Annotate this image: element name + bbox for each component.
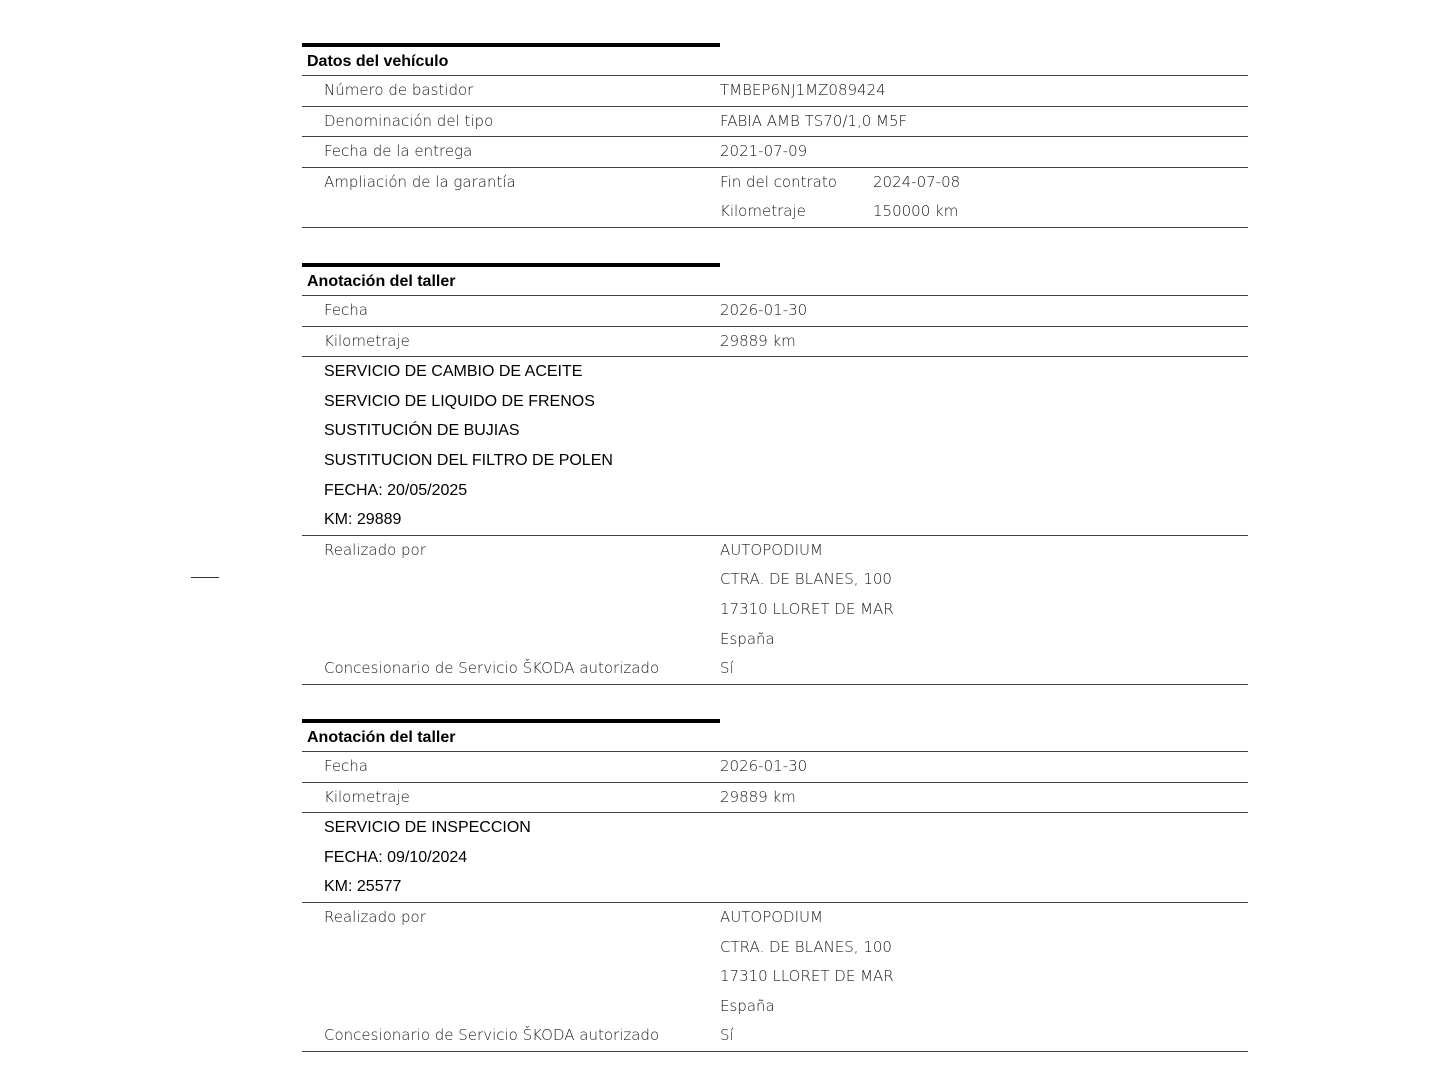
- warranty-km-value: 150000 km: [873, 202, 959, 221]
- mileage-row: [302, 783, 1248, 814]
- performed-by-label: Realizado por: [324, 907, 426, 926]
- mileage-label: Kilometraje: [324, 331, 410, 350]
- contract-end-value: 2024-07-08: [873, 172, 961, 191]
- delivery-date-label: Fecha de la entrega: [324, 142, 473, 161]
- section-title: Datos del vehículo: [302, 47, 1248, 76]
- workshop-city: 17310 LLORET DE MAR: [720, 967, 894, 986]
- authorized-dealer-row: [302, 1021, 1248, 1052]
- performed-by-label: Realizado por: [324, 540, 426, 559]
- delivery-date-value: 2021-07-09: [720, 142, 808, 161]
- note-line: KM: 25577: [324, 878, 402, 896]
- mileage-value: 29889 km: [720, 787, 796, 806]
- warranty-label: Ampliación de la garantía: [324, 172, 516, 191]
- date-label: Fecha: [324, 757, 368, 775]
- authorized-dealer-value: Sí: [720, 1026, 734, 1045]
- workshop-street: CTRA. DE BLANES, 100: [720, 937, 892, 956]
- mileage-value: 29889 km: [720, 331, 796, 350]
- workshop-country: España: [720, 996, 775, 1015]
- workshop-annotation-section: [302, 263, 1248, 685]
- warranty-km-label: Kilometraje: [720, 202, 806, 221]
- warranty-row: [302, 168, 1248, 228]
- vin-label: Número de bastidor: [324, 81, 474, 99]
- note-line: FECHA: 20/05/2025: [324, 481, 468, 499]
- workshop-name: AUTOPODIUM: [720, 540, 823, 559]
- vehicle-data-section: [302, 43, 1248, 228]
- type-label: Denominación del tipo: [324, 111, 494, 130]
- vin-row: [302, 76, 1248, 107]
- service-notes: [302, 813, 1248, 903]
- delivery-date-row: [302, 137, 1248, 168]
- workshop-annotation-section: [302, 719, 1248, 1052]
- date-value: 2026-01-30: [720, 301, 808, 319]
- date-label: Fecha: [324, 301, 368, 319]
- authorized-dealer-row: [302, 654, 1248, 685]
- workshop-country: España: [720, 629, 775, 648]
- note-line: FECHA: 09/10/2024: [324, 848, 468, 866]
- note-line: SUSTITUCION DEL FILTRO DE POLEN: [324, 451, 613, 469]
- authorized-dealer-value: Sí: [720, 659, 734, 678]
- vin-value: TMBEP6NJ1MZ089424: [720, 81, 886, 99]
- note-line: KM: 29889: [324, 511, 402, 529]
- section-title: Anotación del taller: [302, 267, 1248, 296]
- note-line: SERVICIO DE INSPECCION: [324, 819, 531, 837]
- authorized-dealer-label: Concesionario de Servicio ŠKODA autorizado: [324, 1026, 660, 1045]
- service-notes: [302, 357, 1248, 536]
- workshop-city: 17310 LLORET DE MAR: [720, 599, 894, 618]
- authorized-dealer-label: Concesionario de Servicio ŠKODA autorizado: [324, 659, 660, 678]
- note-line: SERVICIO DE LIQUIDO DE FRENOS: [324, 392, 595, 410]
- note-line: SERVICIO DE CAMBIO DE ACEITE: [324, 363, 583, 381]
- mileage-label: Kilometraje: [324, 787, 410, 806]
- performed-by-row: [302, 536, 1248, 654]
- performed-by-row: [302, 903, 1248, 1021]
- workshop-name: AUTOPODIUM: [720, 907, 823, 926]
- date-row: [302, 752, 1248, 783]
- type-value: FABIA AMB TS70/1,0 M5F: [720, 111, 908, 130]
- margin-mark: [191, 577, 219, 578]
- section-title: Anotación del taller: [302, 723, 1248, 752]
- note-line: SUSTITUCIÓN DE BUJIAS: [324, 422, 520, 440]
- workshop-street: CTRA. DE BLANES, 100: [720, 570, 892, 589]
- date-row: [302, 296, 1248, 327]
- type-row: [302, 107, 1248, 138]
- mileage-row: [302, 327, 1248, 358]
- contract-end-label: Fin del contrato: [720, 172, 837, 191]
- date-value: 2026-01-30: [720, 757, 808, 775]
